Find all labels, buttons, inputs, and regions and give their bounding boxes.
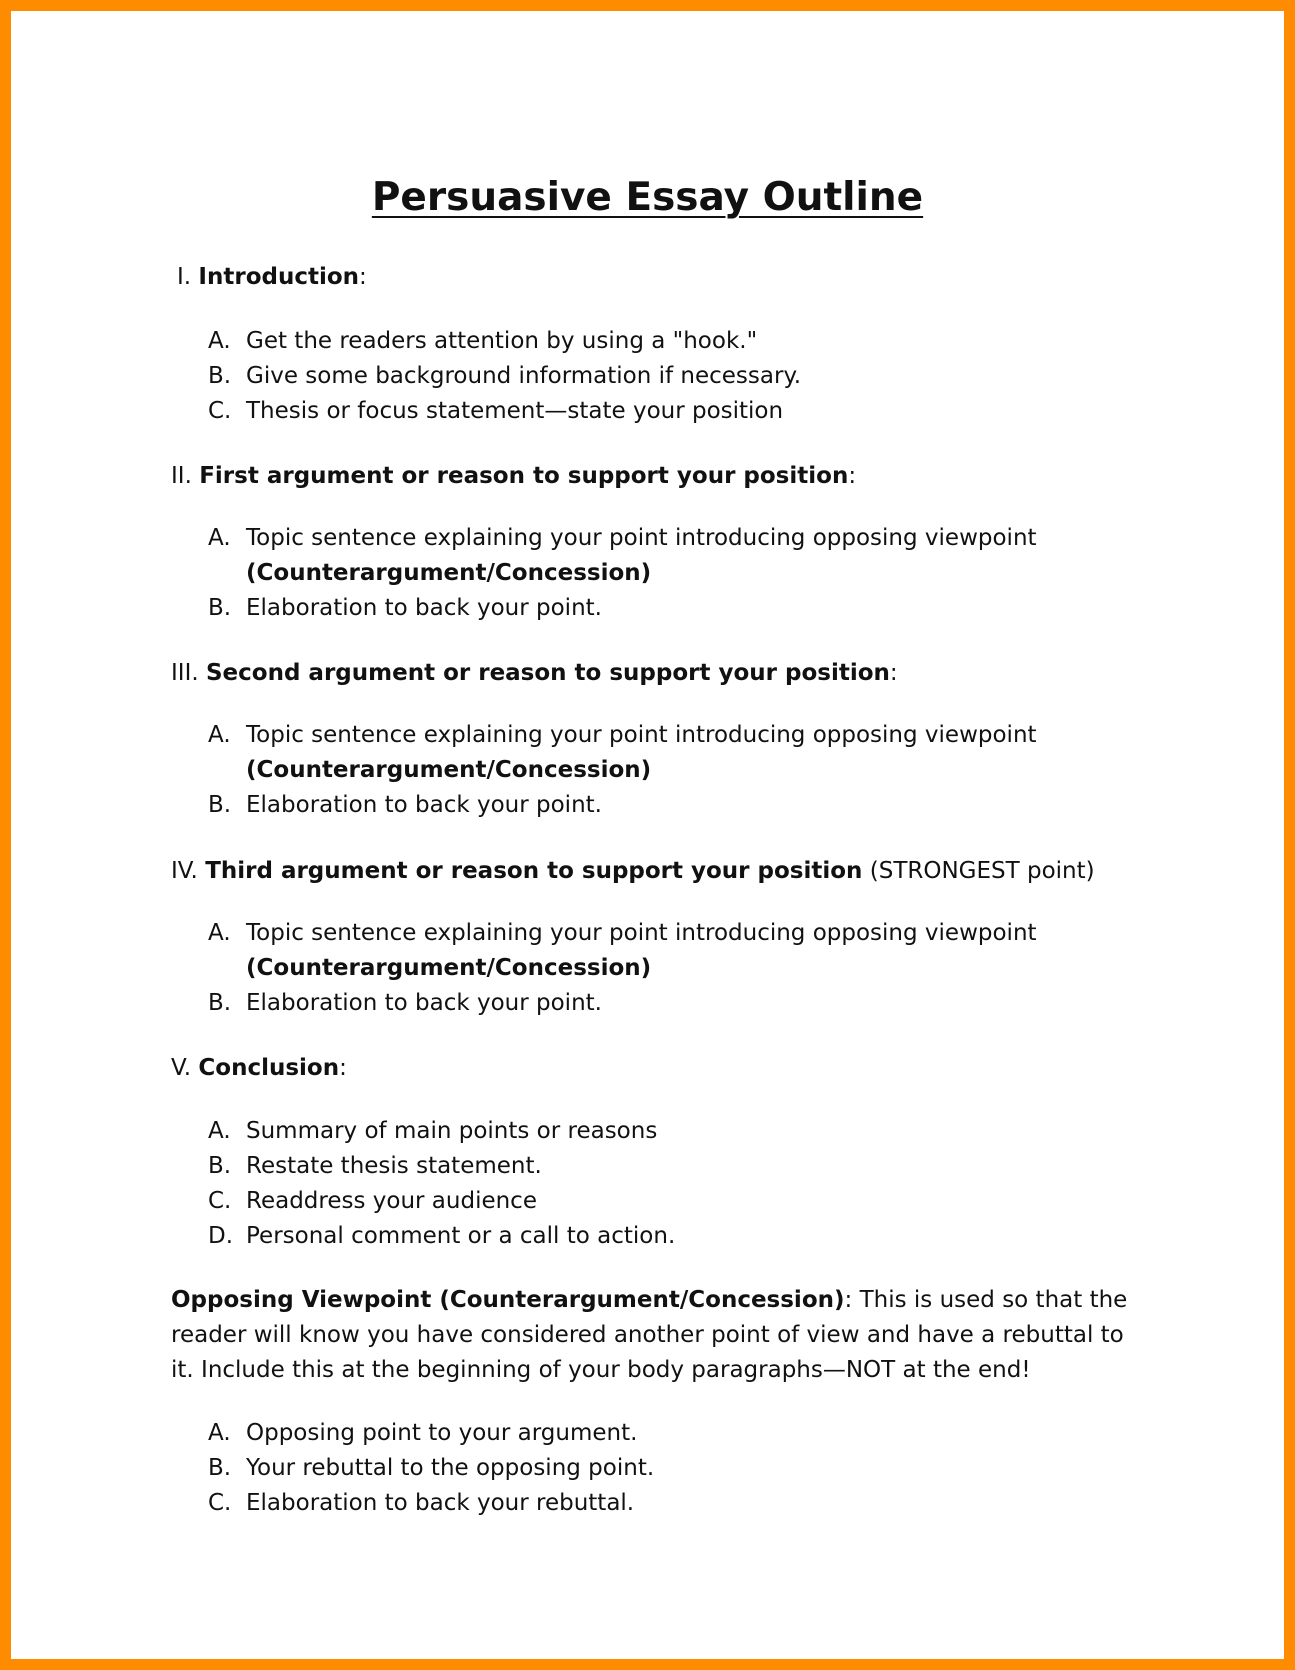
list-marker: B. xyxy=(208,363,232,389)
list-marker: A. xyxy=(208,920,231,946)
section-list-second-argument xyxy=(208,718,1037,823)
section-heading-conclusion xyxy=(171,1053,347,1083)
section-numeral: III. xyxy=(171,660,199,686)
section-heading-introduction xyxy=(177,262,367,292)
list-marker: D. xyxy=(208,1223,234,1249)
list-marker: C. xyxy=(208,398,232,424)
list-item-text: Elaboration to back your point. xyxy=(246,595,602,621)
section-heading-suffix: : xyxy=(359,264,367,290)
opposing-viewpoint-heading: Opposing Viewpoint (Counterargument/Concession) xyxy=(171,1287,845,1313)
list-item xyxy=(208,916,1037,986)
list-item xyxy=(208,1184,675,1219)
list-item-text: Your rebuttal to the opposing point. xyxy=(246,1455,655,1481)
list-item-text: Summary of main points or reasons xyxy=(246,1118,658,1144)
list-item xyxy=(208,324,801,359)
list-item xyxy=(208,359,801,394)
list-marker: B. xyxy=(208,792,232,818)
list-marker: C. xyxy=(208,1490,232,1516)
section-list-third-argument xyxy=(208,916,1037,1021)
list-item-text: Topic sentence explaining your point introducing opposing viewpoint xyxy=(246,920,1037,946)
list-marker: A. xyxy=(208,328,231,354)
list-item-text: Restate thesis statement. xyxy=(246,1153,542,1179)
list-marker: C. xyxy=(208,1188,232,1214)
list-marker: A. xyxy=(208,1420,231,1446)
section-heading-first-argument xyxy=(171,461,856,491)
list-item-text: Elaboration to back your point. xyxy=(246,990,602,1016)
list-marker: B. xyxy=(208,1455,232,1481)
section-list-conclusion xyxy=(208,1114,675,1254)
section-heading-third-argument xyxy=(171,856,1095,886)
counterargument-note: (Counterargument/Concession) xyxy=(246,560,652,586)
list-item-text: Elaboration to back your rebuttal. xyxy=(246,1490,635,1516)
list-item xyxy=(208,394,801,429)
list-item xyxy=(208,1486,654,1521)
section-numeral: II. xyxy=(171,463,192,489)
list-item-text: Get the readers attention by using a "hook." xyxy=(246,328,758,354)
section-heading-suffix: : xyxy=(889,660,898,686)
list-marker: A. xyxy=(208,1118,231,1144)
page-title: Persuasive Essay Outline xyxy=(371,175,924,220)
opposing-viewpoint-list xyxy=(208,1416,654,1521)
section-heading-suffix: : xyxy=(848,463,857,489)
section-heading-text: Introduction xyxy=(198,264,360,290)
section-heading-text: Conclusion xyxy=(198,1055,340,1081)
section-heading-text: Third argument or reason to support your position xyxy=(205,858,863,884)
list-marker: B. xyxy=(208,990,232,1016)
list-item xyxy=(208,1114,675,1149)
list-marker: B. xyxy=(208,1153,232,1179)
section-numeral: IV. xyxy=(171,858,198,884)
list-item xyxy=(208,1219,675,1254)
list-item xyxy=(208,718,1037,788)
list-item-text: Opposing point to your argument. xyxy=(246,1420,638,1446)
section-list-introduction xyxy=(208,324,801,429)
list-marker: B. xyxy=(208,595,232,621)
section-numeral: V. xyxy=(171,1055,192,1081)
counterargument-note: (Counterargument/Concession) xyxy=(246,757,652,783)
section-heading-suffix: (STRONGEST point) xyxy=(862,858,1095,884)
list-item xyxy=(208,521,1037,591)
list-item xyxy=(208,591,1037,626)
opposing-viewpoint-paragraph xyxy=(171,1283,1146,1388)
list-item-text: Elaboration to back your point. xyxy=(246,792,602,818)
opposing-viewpoint-suffix: : xyxy=(844,1287,853,1313)
list-item-text: Readdress your audience xyxy=(246,1188,537,1214)
list-item-text: Topic sentence explaining your point introducing opposing viewpoint xyxy=(246,722,1037,748)
list-item xyxy=(208,1451,654,1486)
section-heading-suffix: : xyxy=(339,1055,347,1081)
section-list-first-argument xyxy=(208,521,1037,626)
section-heading-text: First argument or reason to support your position xyxy=(199,463,849,489)
list-item-text: Personal comment or a call to action. xyxy=(246,1223,676,1249)
list-marker: A. xyxy=(208,525,231,551)
list-item xyxy=(208,788,1037,823)
section-heading-text: Second argument or reason to support your position xyxy=(205,660,890,686)
list-item-text: Give some background information if necessary. xyxy=(246,363,802,389)
list-item-text: Thesis or focus statement—state your position xyxy=(246,398,784,424)
list-item xyxy=(208,1416,654,1451)
list-item xyxy=(208,1149,675,1184)
opposing-viewpoint-text: This is used so that the reader will know you have considered another point of view and have a rebuttal to it. Include this at the beginning of your body paragraphs—NOT at the end! xyxy=(171,1287,1128,1383)
list-marker: A. xyxy=(208,722,231,748)
section-numeral: I. xyxy=(177,264,192,290)
counterargument-note: (Counterargument/Concession) xyxy=(246,955,652,981)
list-item-text: Topic sentence explaining your point introducing opposing viewpoint xyxy=(246,525,1037,551)
section-heading-second-argument xyxy=(171,658,898,688)
list-item xyxy=(208,986,1037,1021)
